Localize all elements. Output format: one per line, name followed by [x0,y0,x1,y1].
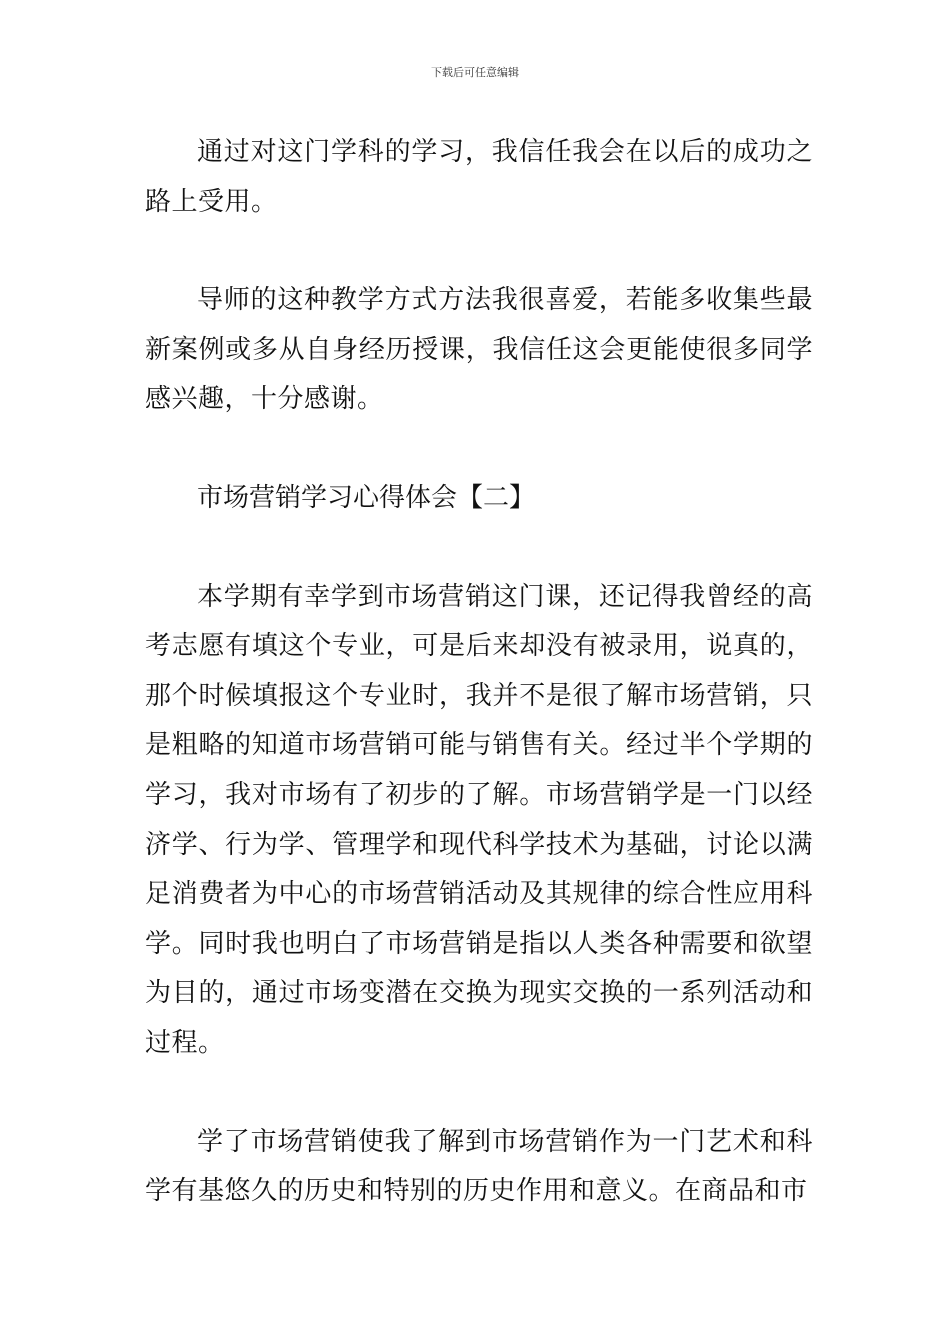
paragraph-2: 导师的这种教学方式方法我很喜爱，若能多收集些最新案例或多从自身经历授课，我信任这会更能使很多同学感兴趣，十分感谢。 [145,285,813,415]
section-heading: 市场营销学习心得体会【二】 [197,482,536,513]
document-body [145,128,813,1217]
page-header-note: 下载后可任意编辑 [431,66,519,79]
paragraph-1: 通过对这门学科的学习，我信任我会在以后的成功之路上受用。 [145,137,813,217]
paragraph-4: 学了市场营销使我了解到市场营销作为一门艺术和科学有基悠久的历史和特别的历史作用和意义。在商品和市 [145,1126,813,1207]
paragraph-3: 本学期有幸学到市场营销这门课，还记得我曾经的高考志愿有填这个专业，可是后来却没有被录用，说真的，那个时候填报这个专业时，我并不是很了解市场营销，只是粗略的知道市场营销可能与销售有关。经过半个学期的学习，我对市场有了初步的了解。市场营销学是一门以经济学、行为学、管理学和现代科学技术为基础，讨论以满足消费者为中心的市场营销活动及其规律的综合性应用科学。同时我也明白了市场营销是指以人类各种需要和欲望为目的，通过市场变潜在交换为现实交换的一系列活动和过程。 [145,581,813,1058]
